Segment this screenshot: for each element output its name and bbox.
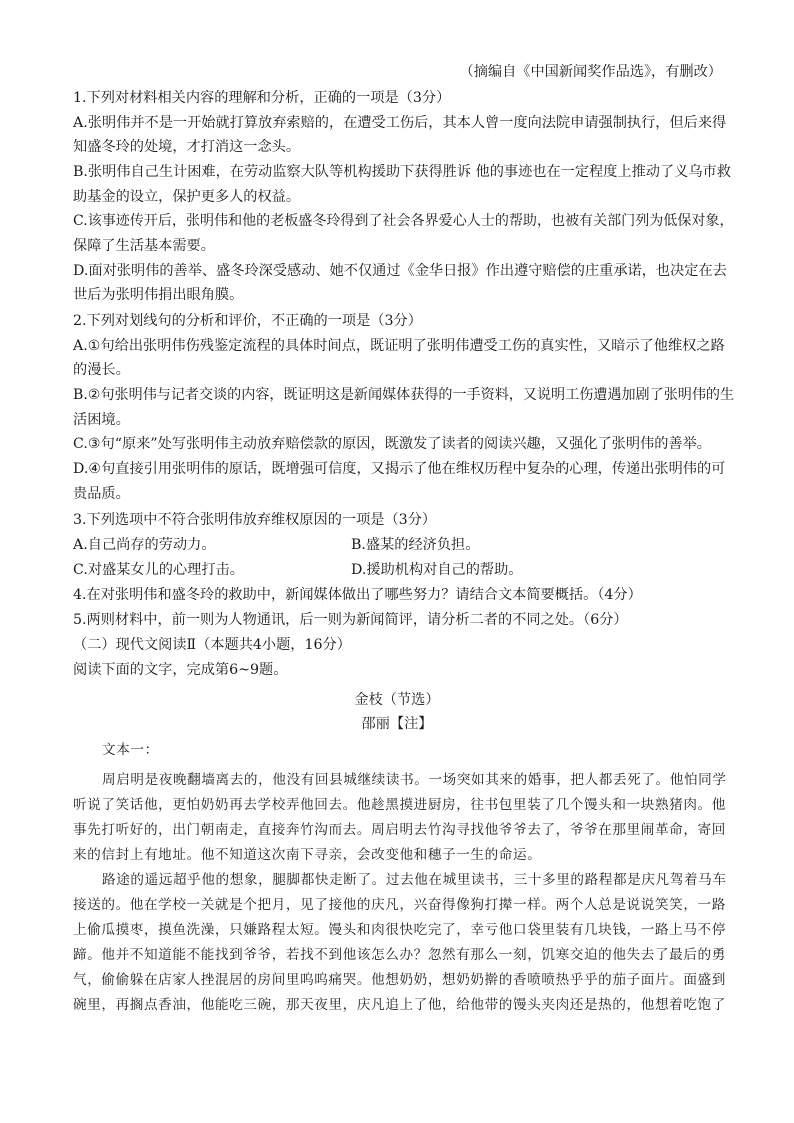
question-1-option-b: B.张明伟自己生计困难，在劳动监察大队等机构援助下获得胜诉 他的事迹也在一定程度上推动了义乌市救 (73, 164, 731, 180)
passage-title: 金枝（节选） (354, 692, 440, 708)
question-2-stem: 2.下列对划线句的分析和评价，不正确的一项是（3分） (73, 313, 422, 329)
para-2-line: 路途的遥远超乎他的想象，腿脚都快走断了。过去他在城里读书，三十多里的路程都是庆凡驾着马车 (102, 872, 727, 888)
question-2-option-a: A.①句给出张明伟伤残鉴定流程的具体时间点，既证明了张明伟遭受工伤的真实性，又暗示了他维权之路 (73, 338, 725, 354)
question-3-option-c: C.对盛某女儿的心理打击。 (73, 562, 244, 578)
question-3-option-a: A.自己尚存的劳动力。 (73, 537, 216, 553)
source-note: （摘编自《中国新闻奖作品选》，有删改） (459, 64, 722, 80)
question-1-option-c-cont: 保障了生活基本需要。 (73, 238, 215, 254)
para-2-line: 蹄。他并不知道能不能找到爷爷，若找不到他该怎么办？忽然有那么一刻，饥寒交迫的他失去了最后的勇 (73, 947, 726, 963)
question-3-option-d: D.援助机构对自己的帮助。 (351, 562, 523, 578)
question-2-option-c: C.③句“原来”处写张明伟主动放弃赔偿款的原因，既激发了读者的阅读兴趣，又强化了张明伟的善举。 (73, 436, 711, 452)
para-1-line: 来的信封上有地址。他不知道这次南下寻亲，会改变他和穗子一生的命运。 (73, 847, 542, 863)
question-3-option-b: B.盛某的经济负担。 (351, 537, 480, 553)
text-label: 文本一： (102, 742, 159, 758)
question-1-option-a-cont: 知盛冬玲的处境，才打消这一念头。 (73, 139, 301, 155)
question-4: 4.在对张明伟和盛冬玲的救助中，新闻媒体做出了哪些努力？请结合文本简要概括。（4分） (73, 587, 642, 603)
question-2-option-b: B.②句张明伟与记者交谈的内容，既证明这是新闻媒体获得的一手资料，又说明工伤遭遇加剧了张明伟的生 (73, 387, 735, 403)
question-1-option-d-cont: 世后为张明伟捐出眼角膜。 (73, 287, 244, 303)
question-5: 5.两则材料中，前一则为人物通讯，后一则为新闻简评，请分析二者的不同之处。（6分） (73, 612, 628, 628)
question-2-option-d-cont: 贵品质。 (73, 486, 130, 502)
para-2-line: 上偷瓜摸枣，摸鱼洗澡，只嫌路程太短。馒头和肉很快吃完了，幸亏他口袋里装有几块钱，一路上马不停 (73, 922, 726, 938)
para-2-line: 气，偷偷躲在店家人挫混居的房间里呜呜痛哭。他想奶奶，想奶奶擀的香喷喷热乎乎的茄子面片。面盛到 (73, 972, 726, 988)
para-1-line: 周启明是夜晚翻墙离去的，他没有回县城继续读书。一场突如其来的婚事，把人都丢死了。他怕同学 (102, 772, 727, 788)
passage-author: 邵丽【注】 (361, 716, 433, 732)
para-1-line: 听说了笑话他，更怕奶奶再去学校弄他回去。他趁黑摸进厨房，往书包里装了几个馒头和一块熟猪肉。他 (73, 797, 726, 813)
question-2-option-b-cont: 活困境。 (73, 412, 130, 428)
question-2-option-a-cont: 的漫长。 (73, 362, 130, 378)
section-2-instruction: 阅读下面的文字，完成第6~9题。 (73, 662, 288, 678)
question-1-option-b-cont: 助基金的设立，保护更多人的权益。 (73, 189, 301, 205)
question-1-option-a: A.张明伟并不是一开始就打算放弃索赔的，在遭受工伤后，其本人曾一度向法院申请强制执行，但后来得 (73, 115, 727, 131)
para-1-line: 事先打听好的，出门朝南走，直接奔竹沟而去。周启明去竹沟寻找他爷爷去了，爷爷在那里闹革命，寄回 (73, 822, 726, 838)
para-2-line: 接送的。他在学校一关就是个把月，见了接他的庆凡，兴奋得像狗打撵一样。两个人总是说说笑笑，一路 (73, 897, 726, 913)
section-2-heading: （二）现代文阅读Ⅱ（本题共4小题，16分） (73, 637, 351, 653)
question-1-option-c: C.该事迹传开后，张明伟和他的老板盛冬玲得到了社会各界爱心人士的帮助，也被有关部门列为低保对象， (73, 213, 734, 229)
para-2-line: 碗里，再搁点香油，他能吃三碗，那天夜里，庆凡追上了他，给他带的馒头夹肉还是热的，他想着吃饱了 (73, 997, 726, 1013)
question-2-option-d: D.④句直接引用张明伟的原话，既增强可信度，又揭示了他在维权历程中复杂的心理，传递出张明伟的可 (73, 461, 726, 477)
question-1-stem: 1.下列对材料相关内容的理解和分析，正确的一项是（3分） (73, 90, 451, 106)
question-1-option-d: D.面对张明伟的善举、盛冬玲深受感动、她不仅通过《金华日报》作出遵守赔偿的庄重承诺，也决定在去 (73, 263, 727, 279)
question-3-stem: 3.下列选项中不符合张明伟放弃维权原因的一项是（3分） (73, 512, 437, 528)
